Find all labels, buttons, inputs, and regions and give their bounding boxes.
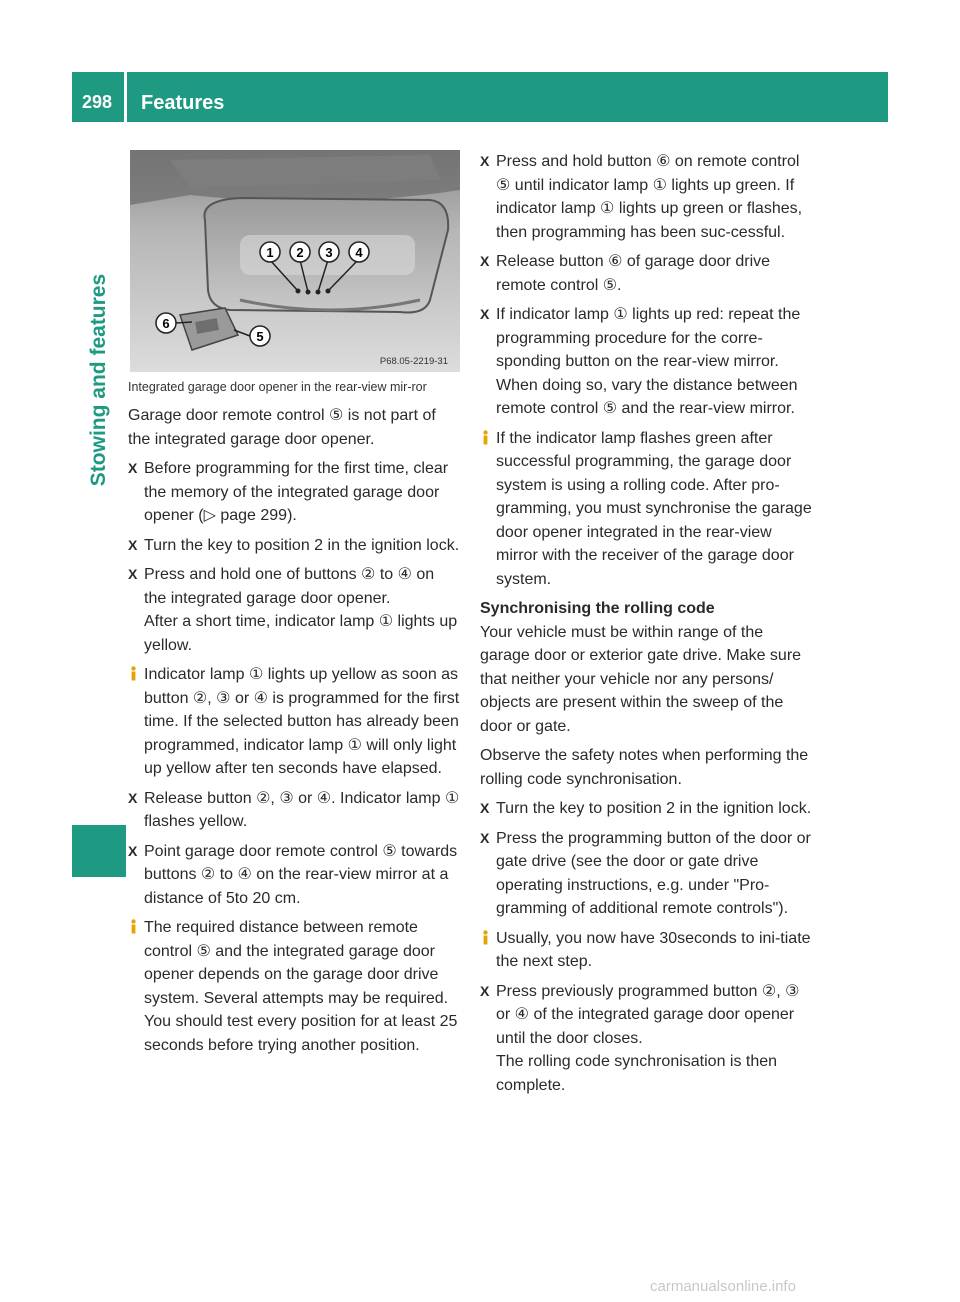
step-press-hold: X Press and hold one of buttons ② to ④ on the integrated garage door opener. After a short time, indicator lamp ① lights up yellow.: [128, 563, 460, 657]
subheading: Synchronising the rolling code: [480, 600, 715, 617]
step-arrow-icon: X: [128, 789, 138, 806]
callout-1: 1: [266, 245, 274, 260]
figure-code: P68.05-2219-31: [379, 356, 448, 367]
step-arrow-icon: X: [128, 566, 138, 582]
step-release-remote: X Release button ⑥ of garage door drive remote control ⑤.: [480, 250, 812, 297]
step-turn-key: X Turn the key to position 2 in the ignition lock.: [128, 534, 460, 558]
step-point-remote: X Point garage door remote control ⑤ towards buttons ② to ④ on the rear-view mirror at a distance of 5to 20 cm.: [128, 840, 460, 911]
callout-4: 4: [355, 245, 363, 260]
step-arrow-icon: X: [128, 460, 138, 476]
step-arrow-icon: X: [480, 153, 490, 169]
step-turn-key: X Turn the key to position 2 in the ignition lock.: [480, 797, 812, 821]
right-column: [480, 150, 812, 1103]
callout-6: 6: [162, 316, 170, 331]
step-red-repeat: X If indicator lamp ① lights up red: repeat the programming procedure for the corre-sponding button on the rear-view mirror. When doing so, vary the distance between remote control ⑤ and the rear-view mirror.: [480, 303, 812, 421]
garage-opener-figure: [130, 150, 460, 372]
page-number: 298: [82, 92, 113, 112]
step-arrow-icon: X: [128, 536, 138, 553]
step-press-remote: X Press and hold button ⑥ on remote control ⑤ until indicator lamp ① lights up green. If indicator lamp ① lights up green or flashes, then programming has been suc-cessful.: [480, 150, 812, 244]
info-note: Usually, you now have 30seconds to ini-tiate the next step.: [480, 927, 812, 974]
intro-text: Garage door remote control ⑤ is not part of the integrated garage door opener.: [128, 407, 436, 448]
step-arrow-icon: X: [480, 982, 490, 999]
step-arrow-icon: X: [480, 800, 490, 816]
info-note: The required distance between remote control ⑤ and the integrated garage door opener depends on the garage door drive system. Several attempts may be required. You should test every position for at least 25 seconds before trying another position.: [128, 916, 460, 1057]
chapter-label: Stowing and features: [87, 273, 110, 487]
info-icon: [480, 930, 491, 945]
step-release-button: X Release button ②, ③ or ④. Indicator lamp ① flashes yellow.: [128, 787, 460, 834]
mirror-photo: [130, 150, 460, 372]
left-column: [128, 150, 460, 1063]
step-clear-memory: X Before programming for the first time, clear the memory of the integrated garage door opener (▷ page 299).: [128, 457, 460, 528]
info-icon: [480, 430, 491, 445]
info-note: Indicator lamp ① lights up yellow as soon as button ②, ③ or ④ is programmed for the first time. If the selected button has already been programmed, indicator lamp ① will only light up yellow after ten seconds have elapsed.: [128, 663, 460, 781]
step-press-programming: X Press the programming button of the door or gate drive (see the door or gate drive operating instructions, e.g. under "Pro-gramming of additional remote controls").: [480, 827, 812, 921]
step-press-programmed: X Press previously programmed button ②, ③ or ④ of the integrated garage door opener until the door closes. The rolling code synchronisation is then complete.: [480, 980, 812, 1098]
watermark: carmanualsonline.info: [650, 1278, 796, 1295]
info-note: If the indicator lamp flashes green after successful programming, the garage door system is using a rolling code. After pro-gramming, you must synchronise the garage door opener integrated in the rear-view mirror with the receiver of the garage door system.: [480, 427, 812, 592]
figure-caption: Integrated garage door opener in the rear-view mir-ror: [128, 380, 427, 394]
chapter-tab: [84, 160, 114, 600]
chapter-marker: [72, 825, 126, 877]
step-arrow-icon: X: [128, 842, 138, 859]
callout-2: 2: [296, 245, 304, 260]
step-arrow-icon: X: [480, 306, 490, 322]
info-icon: [128, 666, 139, 681]
header-divider: [124, 72, 127, 122]
callout-5: 5: [256, 329, 264, 344]
step-arrow-icon: X: [480, 253, 490, 269]
paragraph: Your vehicle must be within range of the garage door or exterior gate drive. Make sure that neither your vehicle nor any persons/ objects are present within the sweep of the door or gate.: [480, 623, 802, 735]
info-icon: [128, 919, 139, 934]
section-title: Features: [141, 92, 225, 114]
paragraph: Observe the safety notes when performing the rolling code synchronisation.: [480, 747, 809, 788]
step-arrow-icon: X: [480, 829, 490, 846]
callout-3: 3: [325, 245, 333, 260]
